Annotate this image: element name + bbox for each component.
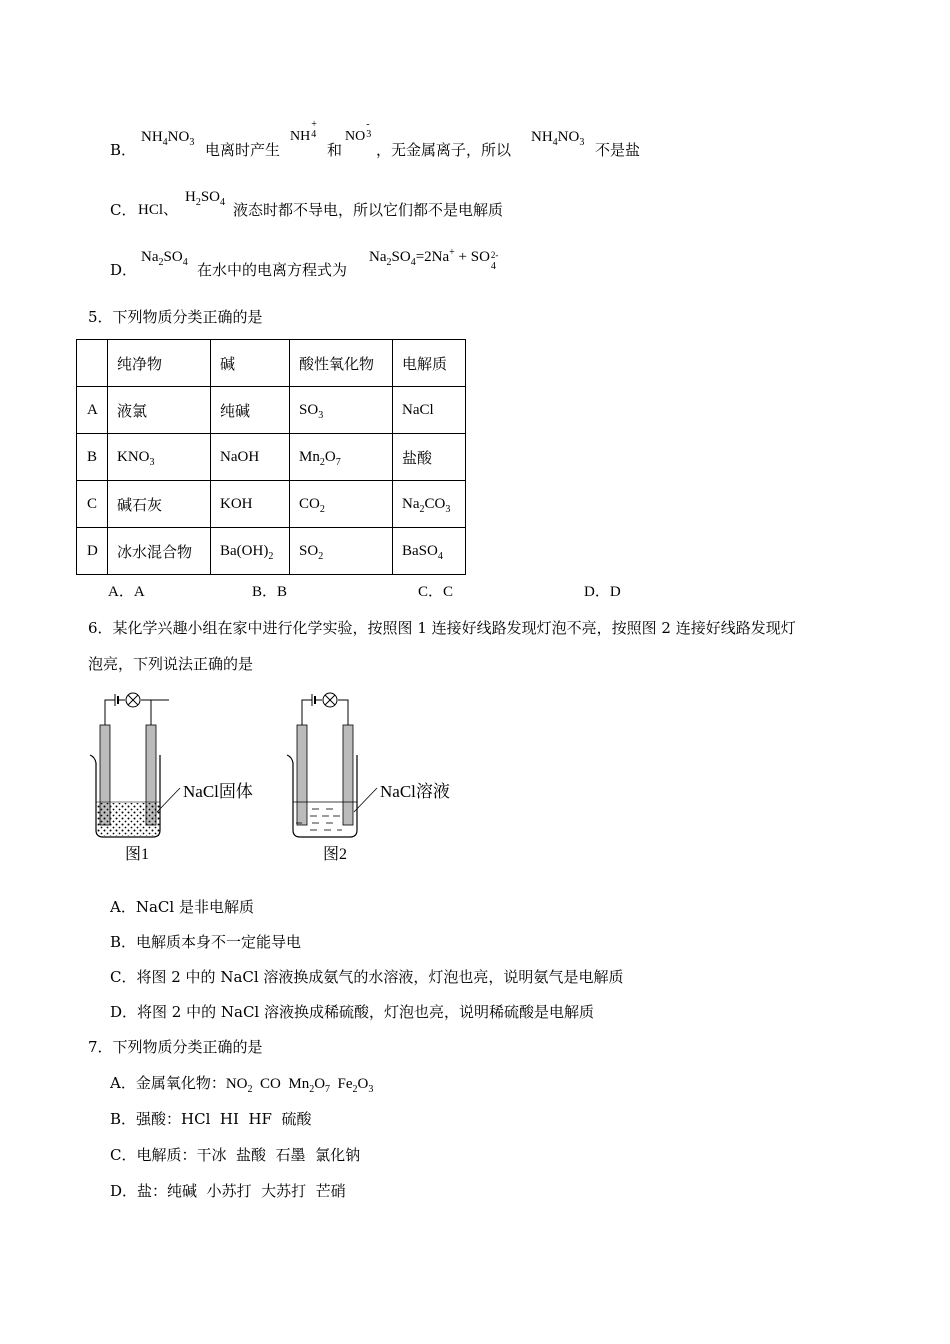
row-key: D: [77, 528, 108, 575]
fig1-label: NaCl固体: [183, 782, 253, 801]
table-cell: $SO_3$: [290, 387, 393, 434]
q6-stem-line1: 6．某化学兴趣小组在家中进行化学实验，按照图 1 连接好线路发现灯泡不亮，按照图 2 连接好线路发现灯: [88, 619, 796, 637]
option-label: C．: [110, 201, 137, 219]
option-label: B．: [110, 141, 137, 159]
q5-option-b: B．B: [252, 584, 288, 600]
text: 和: [327, 141, 343, 159]
q4-option-b: [108, 119, 668, 159]
table-cell: 盐酸: [393, 434, 466, 481]
q5-option-c: C．C: [418, 584, 454, 600]
table-cell: 碱石灰: [108, 481, 211, 528]
q6-option-c: C．将图 2 中的 NaCl 溶液换成氨气的水溶液，灯泡也亮，说明氨气是电解质: [110, 968, 624, 986]
row-key: A: [77, 387, 108, 434]
text: ，无金属离子，所以: [376, 141, 512, 159]
table-cell: NaOH: [211, 434, 290, 481]
table-cell: BaSO$_4$: [393, 528, 466, 575]
text: 在水中的电离方程式为: [197, 261, 348, 279]
fig2-caption: 图2: [323, 846, 348, 863]
ion-ammonium: NH 4 +: [290, 119, 317, 144]
table-cell: $SO_2$: [290, 528, 393, 575]
table-header-cell: 酸性氧化物: [290, 340, 393, 387]
table-row: [77, 528, 466, 575]
q7-option-c: C．电解质：干冰 盐酸 石墨 氯化钠: [110, 1146, 361, 1164]
text: 液态时都不导电，所以它们都不是电解质: [233, 201, 504, 219]
row-key: B: [77, 434, 108, 481]
option-label: D．: [110, 261, 138, 279]
table-cell: $Ba(OH)_2$: [211, 528, 290, 575]
table-cell: KOH: [211, 481, 290, 528]
table-row: [77, 434, 466, 481]
table-header-cell: [77, 340, 108, 387]
table-header-cell: 碱: [211, 340, 290, 387]
q7-option-b: B．强酸：HCl HI HF 硫酸: [110, 1110, 312, 1128]
table-header-cell: 纯净物: [108, 340, 211, 387]
fig2-label: NaCl溶液: [380, 782, 450, 801]
formula-h2so4: $H_2SO_4$: [185, 189, 226, 208]
row-key: C: [77, 481, 108, 528]
q6-stem-line2: 泡亮，下列说法正确的是: [88, 655, 254, 673]
q7-option-d: D．盐：纯碱 小苏打 大苏打 芒硝: [110, 1182, 346, 1200]
figure-1-beaker: [90, 693, 180, 837]
ion-nitrate: NO 3 -: [345, 119, 372, 144]
q7-stem: 7．下列物质分类正确的是: [88, 1038, 263, 1056]
q5-option-a: A．A: [108, 584, 145, 600]
figure-2-beaker: [287, 693, 377, 837]
table-cell: $Mn_2O_7$: [290, 434, 393, 481]
table-cell: 冰水混合物: [108, 528, 211, 575]
q6-option-b: B．电解质本身不一定能导电: [110, 933, 302, 951]
q5-table: [76, 339, 466, 575]
table-header-row: [77, 340, 466, 387]
fig1-caption: 图1: [125, 846, 150, 863]
table-row: [77, 387, 466, 434]
text: 不是盐: [595, 141, 641, 159]
table-cell: 液氯: [108, 387, 211, 434]
table-header-cell: 电解质: [393, 340, 466, 387]
text: HCl、: [138, 202, 179, 218]
q4-option-d: [108, 248, 668, 278]
q5-option-d: D．D: [584, 584, 621, 600]
q4-option-c: [108, 188, 668, 218]
formula-na2so4: $Na_2SO_4$: [141, 249, 188, 268]
q6-figures: [85, 685, 475, 870]
table-cell: $KNO_3$: [108, 434, 211, 481]
table-cell: NaCl: [393, 387, 466, 434]
table-row: [77, 481, 466, 528]
q6-option-d: D．将图 2 中的 NaCl 溶液换成稀硫酸，灯泡也亮，说明稀硫酸是电解质: [110, 1003, 594, 1021]
q6-option-a: A．NaCl 是非电解质: [110, 898, 254, 916]
q5-stem: 5．下列物质分类正确的是: [88, 308, 263, 326]
table-cell: $Na_2CO_3$: [393, 481, 466, 528]
q7-option-a: A．金属氧化物：$NO_2$ CO $Mn_2O_7$ $Fe_2O_3$: [110, 1074, 374, 1095]
formula-nh4no3: $NH_4NO_3$: [531, 129, 585, 148]
ionization-equation: $Na_2SO_4=2Na^+$ + SO 4 2-: [369, 247, 499, 272]
text: 电离时产生: [205, 141, 281, 159]
formula-nh4no3: $NH_4NO_3$: [141, 129, 195, 148]
table-cell: 纯碱: [211, 387, 290, 434]
table-cell: $CO_2$: [290, 481, 393, 528]
